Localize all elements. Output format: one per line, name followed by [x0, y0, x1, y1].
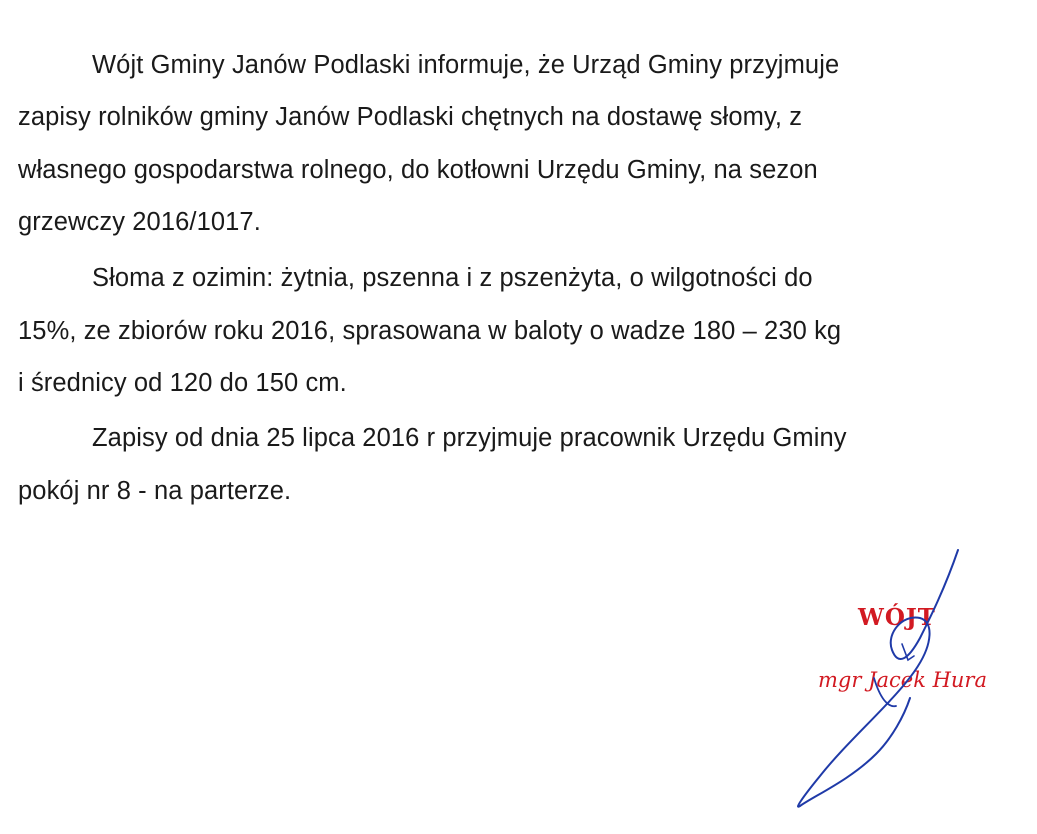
paragraph-1-line-2: zapisy rolników gminy Janów Podlaski chętnych na dostawę słomy, z	[18, 103, 803, 131]
paragraph-1-line-4: grzewczy 2016/1017.	[18, 208, 261, 236]
paragraph-2-line-1: Słoma z ozimin: żytnia, pszenna i z pszenżyta, o wilgotności do	[92, 264, 813, 292]
paragraph-1-line-3: własnego gospodarstwa rolnego, do kotłowni Urzędu Gminy, na sezon	[18, 156, 818, 184]
stamp-title: WÓJT	[858, 604, 936, 631]
paragraph-2-line-2: 15%, ze zbiorów roku 2016, sprasowana w baloty o wadze 180 – 230 kg	[18, 317, 842, 345]
handwritten-signature-icon	[780, 548, 980, 818]
paragraph-3-line-2: pokój nr 8 - na parterze.	[18, 477, 292, 505]
paragraph-2-line-3: i średnicy od 120 do 150 cm.	[18, 369, 347, 397]
paragraph-3-line-1: Zapisy od dnia 25 lipca 2016 r przyjmuje pracownik Urzędu Gminy	[92, 424, 847, 452]
stamp-name: mgr Jacek Hura	[818, 668, 987, 692]
paragraph-1-line-1: Wójt Gminy Janów Podlaski informuje, że Urząd Gminy przyjmuje	[92, 51, 840, 79]
